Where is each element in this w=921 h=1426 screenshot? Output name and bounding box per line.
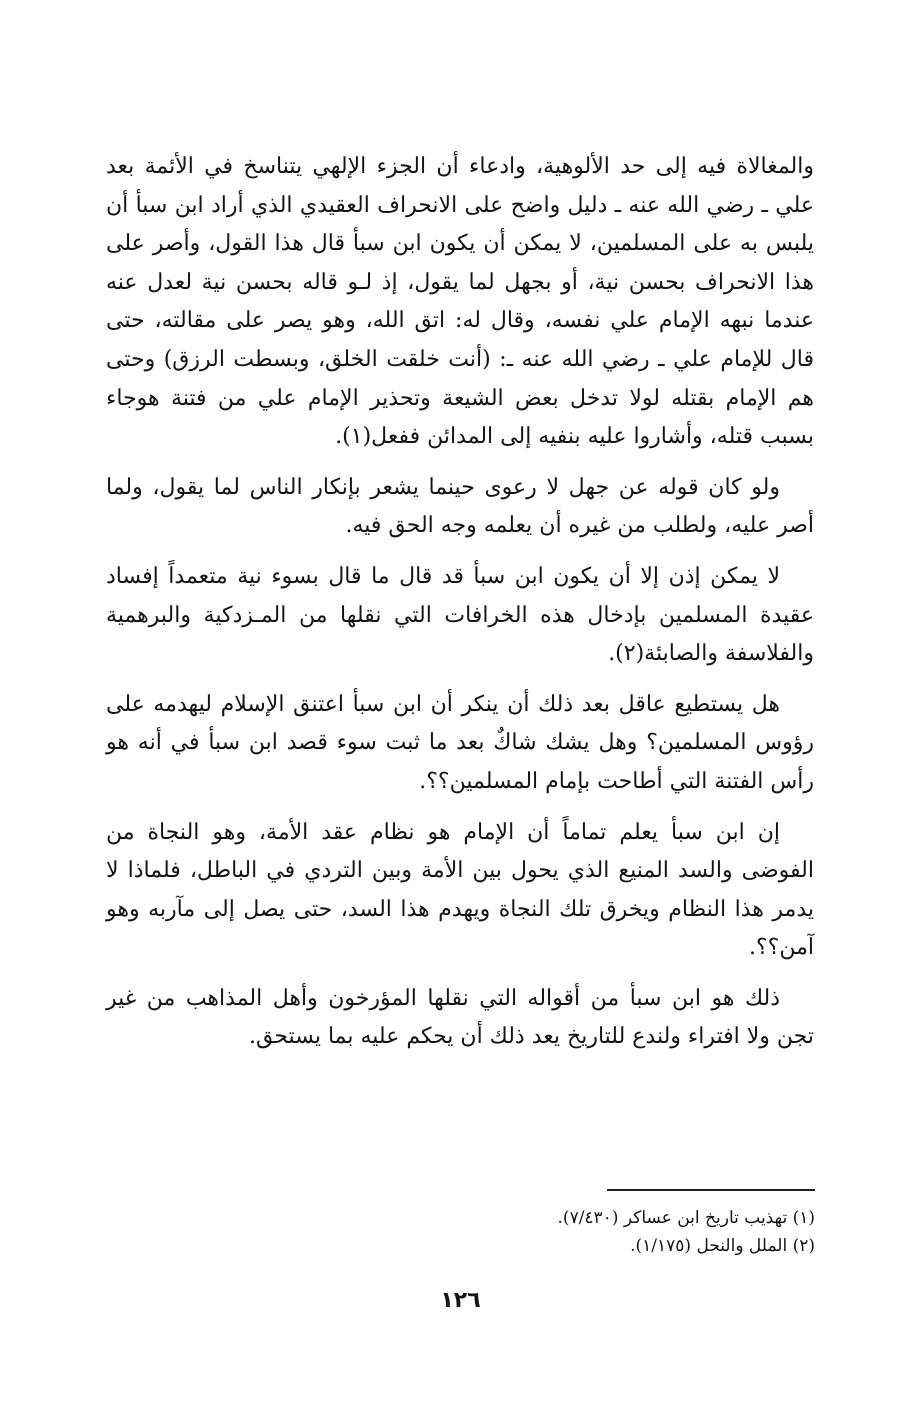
paragraph: ذلك هو ابن سبأ من أقواله التي نقلها المؤرخون وأهل المذاهب من غير تجن ولا افتراء ولندع للتاريخ يعد ذلك أن يحكم عليه بما يستحق. xyxy=(106,985,814,1050)
footnote-divider xyxy=(607,1189,815,1191)
paragraph: والمغالاة فيه إلى حد الألوهية، وادعاء أن الجزء الإلهي يتناسخ في الأئمة بعد علي ـ رضي الله عنه ـ دليل واضح على الانحراف العقيدي الذي أراد ابن سبأ أن يلبس به على المسلمين، لا يمكن أن يكون ابن سبأ قال هذا القول، وأصر على هذا الانحراف بحسن نية، أو بجهل لما يقول، إذ لـو قاله بحسن نية لعدل عنه عندما نبهه الإمام علي نفسه، وقال له: اتق الله، وهو يصر على مقالته، حتى قال للإمام علي ـ رضي الله عنه ـ: (أنت خلقت الخلق، وبسطت الرزق) وحتى هم الإمام بقتله لولا تدخل بعض الشيعة وتحذير الإمام علي من فتنة هوجاء بسبب قتله، وأشاروا عليه بنفيه إلى المدائن ففعل(١). xyxy=(106,154,814,450)
footnote: (١) تهذيب تاريخ ابن عساكر (٧/٤٣٠). xyxy=(557,1208,815,1228)
page-number: ١٢٦ xyxy=(440,1288,481,1313)
paragraph: إن ابن سبأ يعلم تماماً أن الإمام هو نظام عقد الأمة، وهو النجاة من الفوضى والسد المنيع الذي يحول بين الأمة وبين التردي في الباطل، فلماذا لا يدمر هذا النظام ويخرق تلك النجاة ويهدم هذا السد، حتى يصل إلى مآربه وهو آمن؟؟. xyxy=(106,819,814,961)
paragraph: ولو كان قوله عن جهل لا رعوى حينما يشعر بإنكار الناس لما يقول، ولما أصر عليه، ولطلب من غيره أن يعلمه وجه الحق فيه. xyxy=(106,474,814,539)
footnote: (٢) الملل والنحل (١/١٧٥). xyxy=(630,1236,815,1256)
footnotes xyxy=(315,1204,815,1260)
main-text xyxy=(106,148,814,1069)
paragraph: هل يستطيع عاقل بعد ذلك أن ينكر أن ابن سبأ اعتنق الإسلام ليهدمه على رؤوس المسلمين؟ وهل يشك شاكٌ بعد ما ثبت سوء قصد ابن سبأ في أنه هو رأس الفتنة التي أطاحت بإمام المسلمين؟؟. xyxy=(106,691,814,794)
paragraph: لا يمكن إذن إلا أن يكون ابن سبأ قد قال ما قال بسوء نية متعمداً إفساد عقيدة المسلمين بإدخال هذه الخرافات التي نقلها من المـزدكية والبرهمية والفلاسفة والصابئة(٢). xyxy=(106,563,814,667)
